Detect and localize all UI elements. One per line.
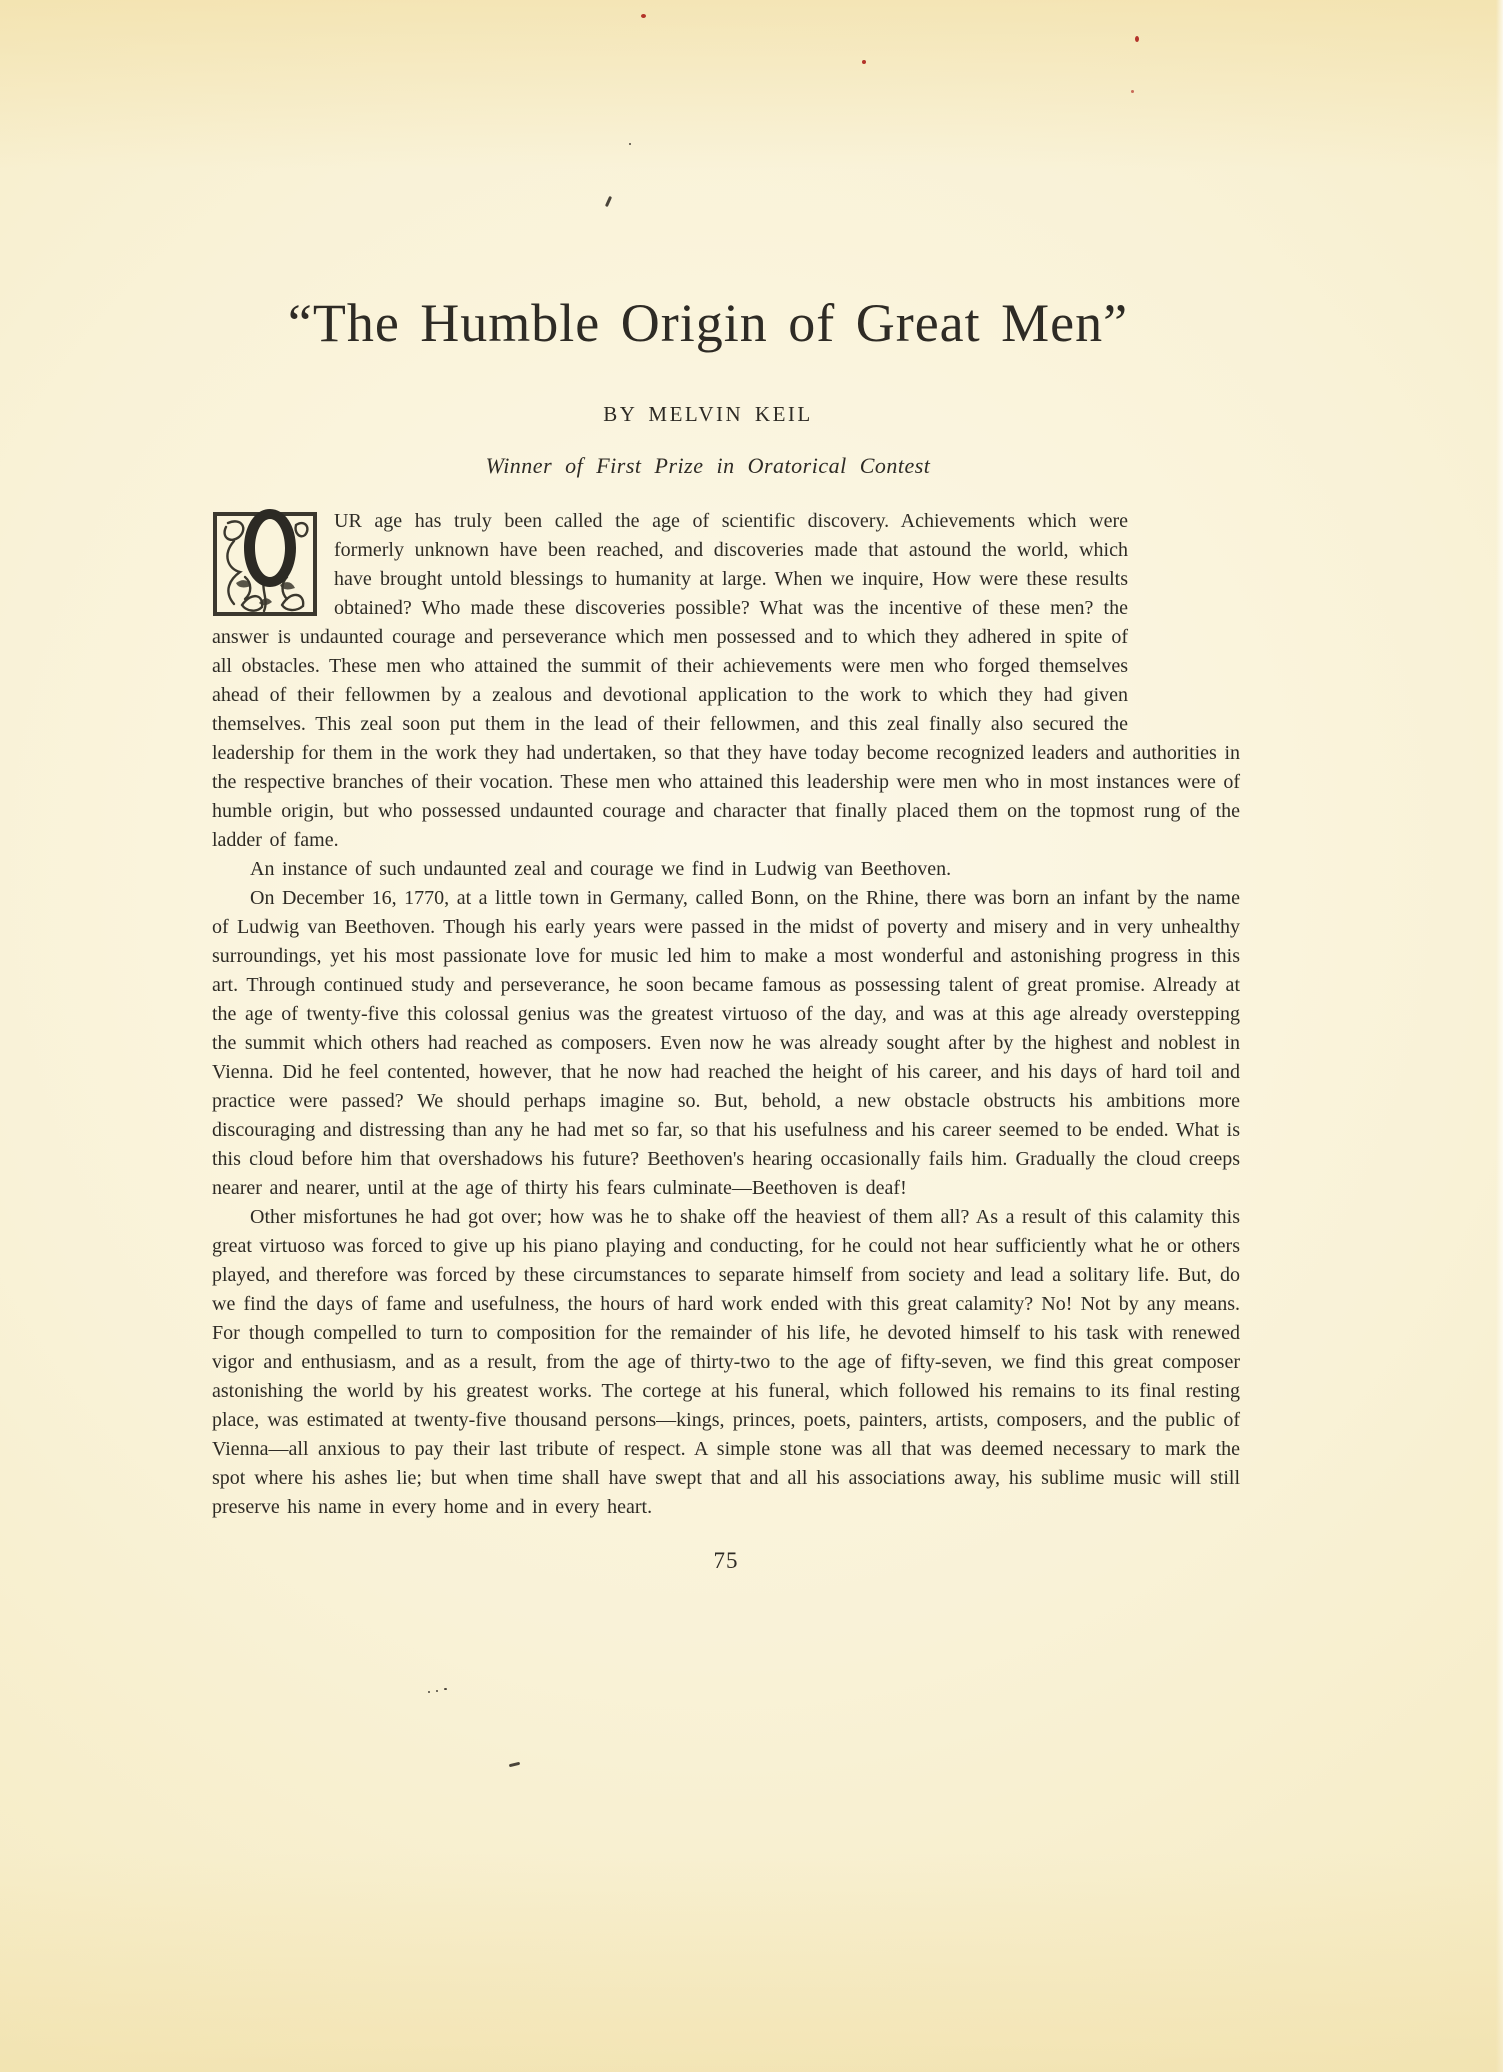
dropcap-foliage [225, 521, 308, 611]
page-number: 75 [713, 1548, 739, 1573]
paragraph-4: Other misfortunes he had got over; how was he to shake off the heaviest of them all? As a result of this calamity this great virtuoso was forced to give up his piano playing and conducting, for he could not hear sufficiently what he or others played, and therefore was forced by these circumstances to separate himself from society and lead a solitary life. But, do we find the days of fame and usefulness, the hours of hard work ended with this great calamity? No! Not by any means. For though compelled to turn to composition for the remainder of his life, he devoted himself to his task with renewed vigor and enthusiasm, and as a result, from the age of thirty-two to the age of fifty-seven, we find this great composer astonishing the world by his greatest works. The cortege at his funeral, which followed his remains to its final resting place, was estimated at twenty-five thousand persons—kings, princes, poets, painters, artists, composers, and the public of Vienna—all anxious to pay their last tribute of respect. A simple stone was all that was deemed necessary to mark the spot where his ashes lie; but when time shall have swept that and all his associations away, his sublime music will still preserve his name in every home and in every heart. [212, 1206, 1240, 1518]
dropcap-initial-O [212, 511, 318, 617]
paragraph-1 [212, 507, 1240, 855]
scan-speck [428, 1691, 430, 1693]
contest-subtitle: Winner of First Prize in Oratorical Contest [485, 453, 931, 478]
article-body [212, 507, 1240, 1522]
scan-speck [444, 1688, 447, 1690]
justification-spacer [1128, 507, 1240, 739]
article-header [194, 293, 1222, 479]
paragraph-3: On December 16, 1770, at a little town in Germany, called Bonn, on the Rhine, there was born an infant by the name of Ludwig van Beethoven. Though his early years were passed in the midst of poverty and misery and in very unhealthy surroundings, yet his most passionate love for music led him to make a most wonderful and astonishing progress in this art. Through continued study and perseverance, he soon became famous as possessing talent of great promise. Already at the age of twenty-five this colossal genius was the greatest virtuoso of the day, and was at this age already overstepping the summit which others had reached as composers. Even now he was already sought after by the highest and noblest in Vienna. Did he feel contented, however, that he now had reached the height of his career, and his days of hard toil and practice were passed? We should perhaps imagine so. But, behold, a new obstacle obstructs his ambitions more discouraging and distressing than any he had met so far, so that his usefulness and his career seemed to be ended. What is this cloud before him that overshadows his future? Beethoven's hearing occasionally fails him. Gradually the cloud creeps nearer and nearer, until at the age of thirty his fears culminate—Beethoven is deaf! [212, 887, 1240, 1199]
paragraph-1-text: UR age has truly been called the age of scientific discovery. Achievements which were formerly unknown have been reached, and discoveries made that astound the world, which have brought untold blessings to humanity at large. When we inquire, How were these results obtained? Who made these discoveries possible? What was the incentive of these men? the answer is undaunted courage and perseverance which men possessed and to which they adhered in spite of all obstacles. These men who attained the summit of their achievements were men who forged themselves ahead of their fellowmen by a zealous and devotional application to the work to which they had given themselves. This zeal soon put them in the lead of their fellowmen, and this zeal finally also secured the leadership for them in the work they had undertaken, so that they have today become recognized leaders and authorities in the respective branches of their vocation. These men who attained this leadership were men who in most instances were of humble origin, but who possessed undaunted courage and character that finally placed them on the topmost rung of the ladder of fame. [212, 510, 1240, 851]
dropcap-letter-shape [244, 509, 296, 587]
byline: BY MELVIN KEIL [603, 402, 813, 426]
page-edge-highlight [1496, 0, 1503, 2072]
page-title: “The Humble Origin of Great Men” [287, 293, 1129, 353]
article [212, 0, 1240, 1574]
dropcap-ornament-frame [212, 511, 318, 617]
scan-ink-mark [509, 1762, 520, 1768]
paragraph-2: An instance of such undaunted zeal and courage we find in Ludwig van Beethoven. [250, 858, 952, 880]
scan-speck [436, 1690, 438, 1692]
